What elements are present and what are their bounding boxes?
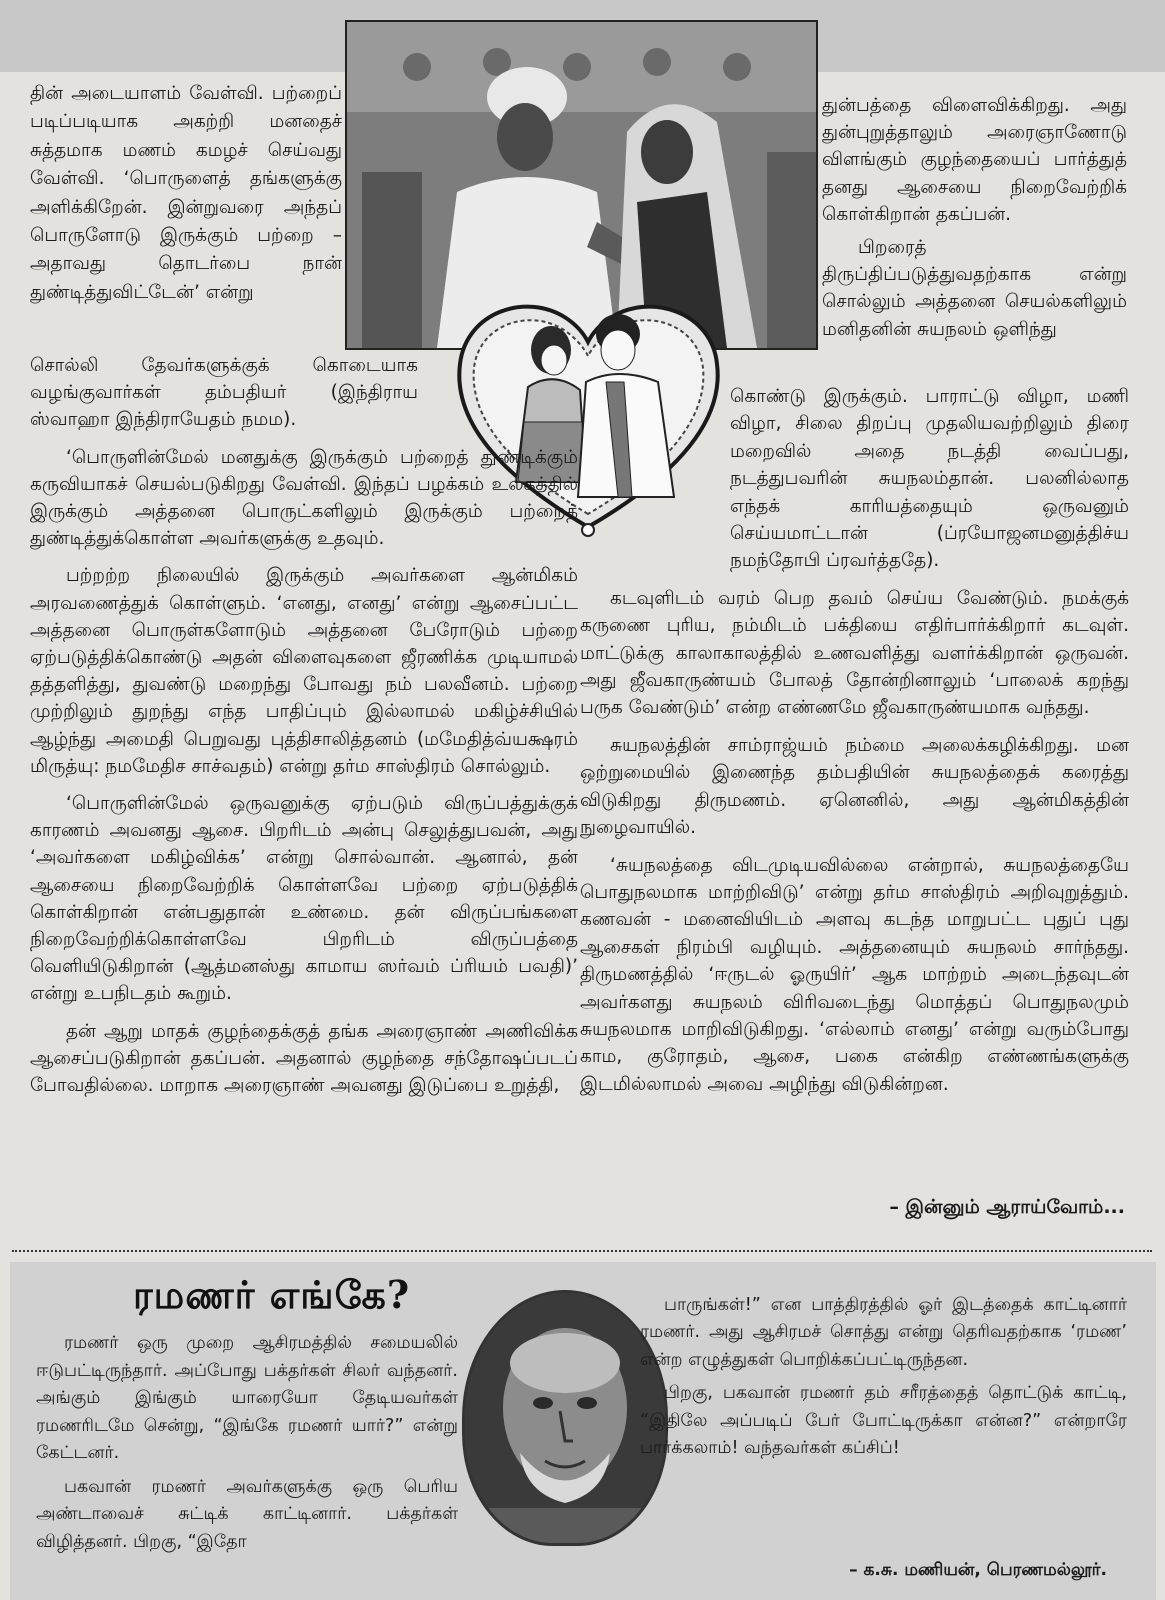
paragraph: ‘பொருளின்மேல் மனதுக்கு இருக்கும் பற்றைத் துண்டிக்கும் கருவியாகச் செயல்படுகிறது வேள்வி. இந்தப் பழக்கம் உலகத்தில் இருக்கும் அத்தனை பொருட்களிலும் இருக்கும் பற்றைத் துண்டித்துக்கொள்ள அவர்களுக்கு உதவும். <box>30 446 578 550</box>
paragraph: ‘சுயநலத்தை விடமுடியவில்லை என்றால், சுயநலத்தையே பொதுநலமாக மாற்றிவிடு’ என்று தர்ம சாஸ்திரம் அறிவுறுத்தும். கணவன் - மனைவியிடம் அளவு கடந்த மாறுபட்ட புதுப் புது ஆசைகள் நிரம்பி வழியும். அத்தனையும் சுயநலம் சார்ந்தது. திருமணத்தில் ‘ஈருடல் ஓருயிர்’ ஆக மாற்றம் அடைந்தவுடன் அவர்களது சுயநலம் விரிவடைந்து மொத்தப் பொதுநலமும் சுயநலமாக மாறிவிடுகிறது. ‘எல்லாம் எனது’ என்று வரும்போது காம, குரோதம், ஆசை, பகை என்கிற எண்ணங்களுக்கு இடமில்லாமல் அவை அழிந்து விடுகின்றன. <box>580 854 1129 1095</box>
box-left-text <box>36 1330 458 1562</box>
paragraph: துன்பத்தை விளைவிக்கிறது. அது துன்புறுத்தாலும் அரைஞாணோடு விளங்கும் குழந்தையைப் பார்த்துத் தனது ஆசையை நிறைவேற்றிக் கொள்கிறான் தகப்பன். <box>822 95 1127 225</box>
section-divider <box>12 1250 1152 1252</box>
paragraph: தன் ஆறு மாதக் குழந்தைக்குத் தங்க அரைஞாண் அணிவிக்க ஆசைப்படுகிறான் தகப்பன். அதனால் குழந்தை சந்தோஷப்படப் போவதில்லை. மாறாக அரைஞாண் அவனது இடுப்பை உறுத்தி, <box>30 1020 578 1097</box>
paragraph: ‘பொருளின்மேல் ஒருவனுக்கு ஏற்படும் விருப்பத்துக்குக் காரணம் அவனது ஆசை. பிறரிடம் அன்பு செலுத்துபவன், அது ‘அவர்களை மகிழ்விக்க’ என்று சொல்வான். ஆனால், தன் ஆசையை நிறைவேற்றிக் கொள்ளவே பற்றை ஏற்படுத்திக் கொள்கிறான் என்பதுதான் உண்மை. தன் விருப்பங்களை நிறைவேற்றிக்கொள்ளவே பிறரிடம் விருப்பத்தை வெளியிடுகிறான் (ஆத்மனஸ்து காமாய ஸர்வம் ப்ரியம் பவதி)’ என்று உபநிடதம் கூறும். <box>30 793 578 1005</box>
left-column-text <box>30 352 578 1109</box>
paragraph: தின் அடையாளம் வேள்வி. பற்றைப் படிப்படியாக அகற்றி மனதைச் சுத்தமாக மணம் கமழச் செய்வது வேள்வி. ‘பொருளைத் தங்களுக்கு அளிக்கிறேன். இன்றுவரை அந்தப் பொருளோடு இருக்கும் பற்றை – அதாவது தொடர்பை நான் துண்டித்துவிட்டேன்’ என்று <box>30 83 342 303</box>
box-title: ரமணர் எங்கே? <box>133 1272 411 1317</box>
paragraph: பிறகு, பகவான் ரமணர் தம் சரீரத்தைத் தொட்டுக் காட்டி, “இதிலே அப்படிப் பேர் போட்டிருக்கா என்ன?” என்றாரே பார்க்கலாம்! வந்தவர்கள் கப்சிப்! <box>640 1383 1127 1459</box>
box-right-text <box>640 1292 1127 1468</box>
left-column-top-text <box>30 80 342 307</box>
paragraph: சுயநலத்தின் சாம்ராஜ்யம் நம்மை அலைக்கழிக்கிறது. மன ஒற்றுமையில் இணைந்த தம்பதியின் சுயநலத்தைக் கரைத்து விடுகிறது திருமணம். ஏனெனில், அது ஆன்மிகத்தின் நுழைவாயில். <box>580 734 1129 839</box>
paragraph: பற்றற்ற நிலையில் இருக்கும் அவர்களை ஆன்மிகம் அரவணைத்துக் கொள்ளும். ‘எனது, எனது’ என்று ஆசைப்பட்ட அத்தனை பொருள்களோடும் அத்தனை பேரோடும் பற்றை ஏற்படுத்திக்கொண்டு அதன் விளைவுகளை ஜீரணிக்க முடியாமல் தத்தளித்து, துவண்டு மறைந்து போவது நம் பலவீனம். பற்றை முற்றிலும் துறந்து எந்த பாதிப்பும் இல்லாமல் மகிழ்ச்சியில் ஆழ்ந்து அமைதி பெறுவது புத்திசாலித்தனம் (மமேதித்வ்யக்ஷரம் மிருத்யு: நமமேதிச சாச்வதம்) என்று தர்ம சாஸ்திரம் சொல்லும். <box>30 565 578 777</box>
paragraph: சொல்லி தேவர்களுக்குக் கொடையாக வழங்குவார்கள் தம்பதியர் (இந்திராய ஸ்வாஹா இந்திராயேதம் நமம). <box>30 355 418 431</box>
paragraph: பிறரைத் திருப்திப்படுத்துவதற்காக என்று சொல்லும் அத்தனை செயல்களிலும் மனிதனின் சுயநலம் ஒளிந்து <box>822 237 1127 340</box>
box-author-credit: – க.சு. மணியன், பெரணமல்லூர். <box>849 1560 1107 1580</box>
paragraph: ரமணர் ஒரு முறை ஆசிரமத்தில் சமையலில் ஈடுபட்டிருந்தார். அப்போது பக்தர்கள் சிலர் வந்தனர். அங்கும் இங்கும் யாரையோ தேடியவர்கள் ரமணரிடமே சென்று, “இங்கே ரமணர் யார்?” என்று கேட்டனர். <box>36 1333 458 1463</box>
continuation-note: – இன்னும் ஆராய்வோம்... <box>889 1196 1125 1218</box>
paragraph: கடவுளிடம் வரம் பெற தவம் செய்ய வேண்டும். நமக்குக் கருணை புரிய, நம்மிடம் பக்தியை எதிர்பார்க்கிறார் கடவுள். மாட்டுக்கு காலாகாலத்தில் உணவளித்து வளர்க்கிறான் ஒருவன். அது ஜீவகாருண்யம் போலத் தோன்றினாலும் ‘பாலைக் கறந்து பருக வேண்டும்’ என்ற எண்ணமே ஜீவகாருண்யமாக வந்தது. <box>580 587 1129 719</box>
right-column-text <box>580 383 1129 1108</box>
paragraph: பகவான் ரமணர் அவர்களுக்கு ஒரு பெரிய அண்டாவைச் சுட்டிக் காட்டினார். பக்தர்கள் விழித்தனர். பிறகு, “இதோ <box>36 1476 458 1552</box>
paragraph: பாருங்கள்!” என பாத்திரத்தில் ஓர் இடத்தைக் காட்டினார் ரமணர். அது ஆசிரமச் சொத்து என்று தெரிவதற்காக ‘ரமண’ என்ற எழுத்துகள் பொறிக்கப்பட்டிருந்தன. <box>640 1295 1127 1370</box>
ramana-portrait <box>462 1290 668 1546</box>
right-column-top-text <box>822 92 1127 349</box>
paragraph: கொண்டு இருக்கும். பாராட்டு விழா, மணி விழா, சிலை திறப்பு முதலியவற்றிலும் திரை மறைவில் அதை நடத்தி வைப்பது, நடத்துபவரின் சுயநலம்தான். பலனில்லாத எந்தக் காரியத்தையும் ஒருவனும் செய்யமாட்டான் (ப்ரயோஜனமனுத்திச்ய நமந்தோபி ப்ரவர்த்ததே). <box>730 386 1129 572</box>
